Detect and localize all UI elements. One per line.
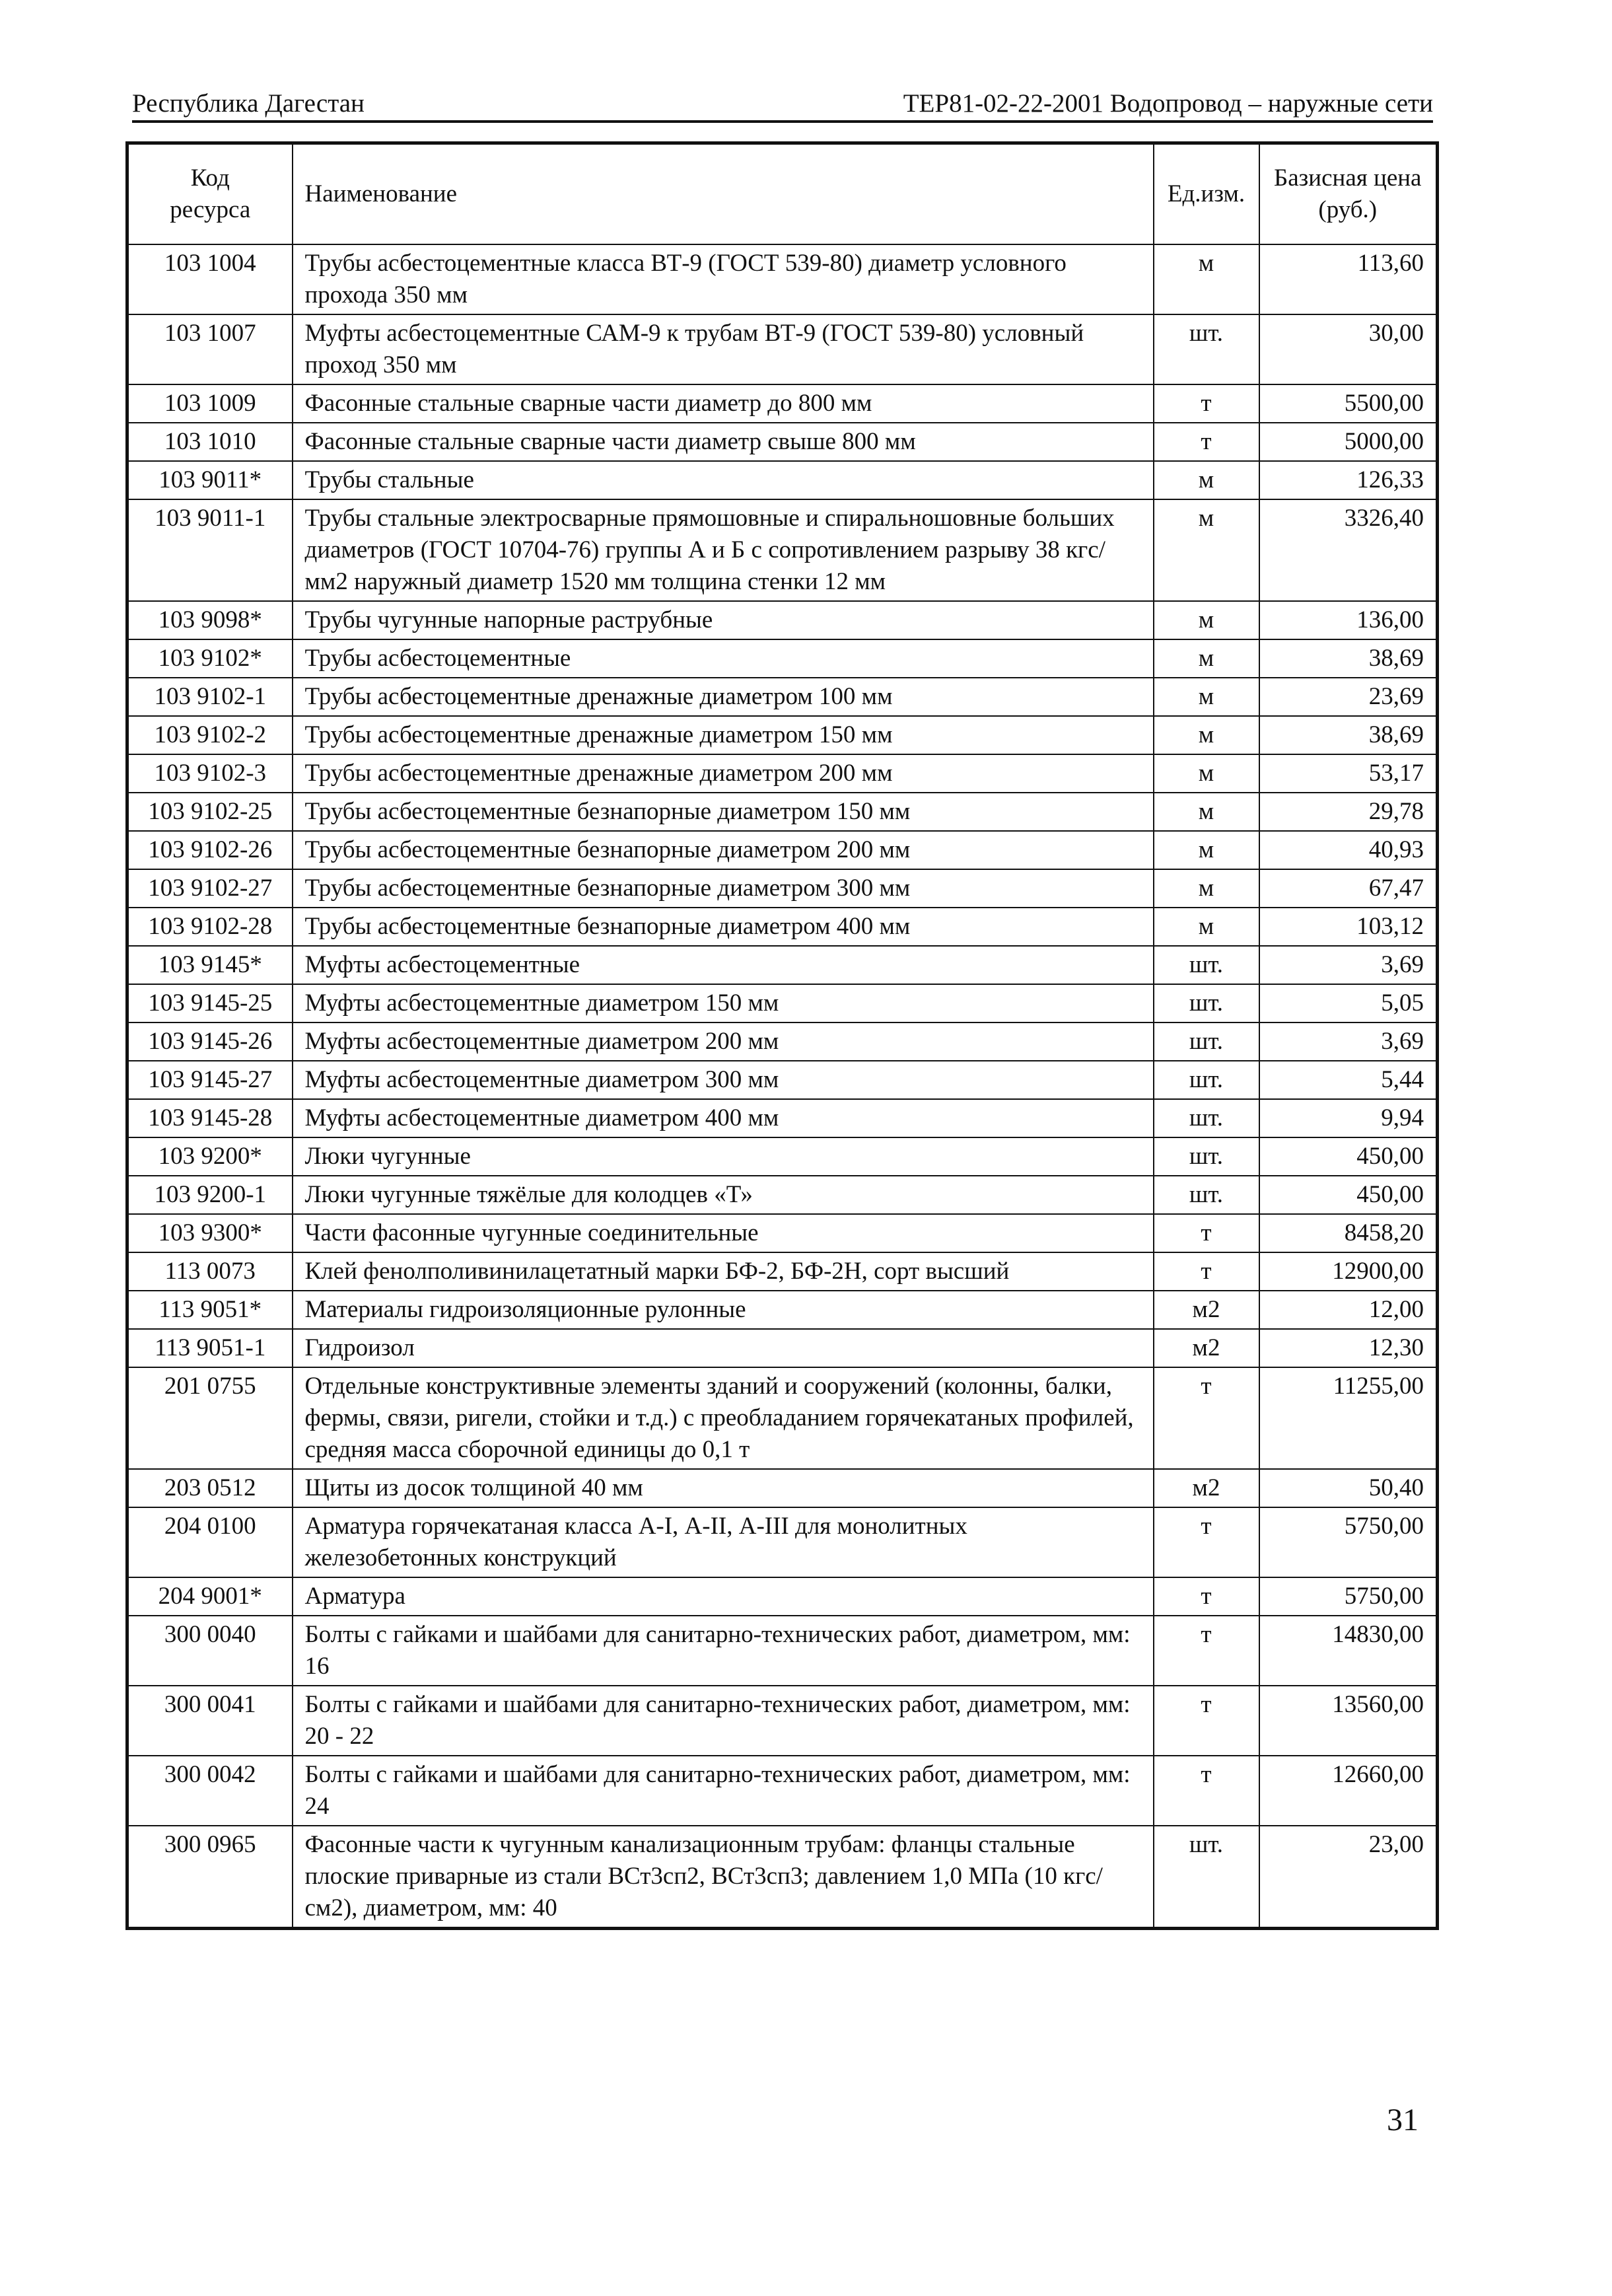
row-code: 103 9102* (127, 639, 293, 678)
row-unit: м (1154, 499, 1259, 601)
row-unit: т (1154, 1367, 1259, 1469)
row-code: 300 0042 (127, 1756, 293, 1826)
table-row (127, 908, 1438, 946)
row-code: 113 9051-1 (127, 1329, 293, 1367)
row-code: 103 9145* (127, 946, 293, 984)
table-row (127, 1022, 1438, 1061)
row-name: Фасонные стальные сварные части диаметр свыше 800 мм (293, 423, 1154, 461)
table-row (127, 1507, 1438, 1577)
row-name: Отдельные конструктивные элементы зданий и сооружений (колонны, балки, фермы, связи, ригели, стойки и т.д.) с преобладанием горячекатаных профилей, средняя масса сборочной единицы до 0,1 т (293, 1367, 1154, 1469)
row-unit: т (1154, 1507, 1259, 1577)
row-code: 204 9001* (127, 1577, 293, 1616)
row-name: Болты с гайками и шайбами для санитарно-технических работ, диаметром, мм: 20 - 22 (293, 1686, 1154, 1756)
table-row (127, 1291, 1438, 1329)
row-unit: шт. (1154, 1061, 1259, 1099)
row-unit: м (1154, 869, 1259, 908)
header-document-title: ТЕР81-02-22-2001 Водопровод – наружные сети (903, 89, 1433, 118)
column-header-code-line1: Код (190, 164, 230, 192)
row-unit: шт. (1154, 314, 1259, 384)
row-unit: т (1154, 1756, 1259, 1826)
row-code: 103 9200-1 (127, 1176, 293, 1214)
row-code: 103 1004 (127, 244, 293, 314)
row-price: 50,40 (1259, 1469, 1438, 1507)
row-code: 103 9102-1 (127, 678, 293, 716)
row-price: 38,69 (1259, 639, 1438, 678)
row-code: 103 9011-1 (127, 499, 293, 601)
row-code: 103 9102-25 (127, 793, 293, 831)
row-name: Клей фенолполивинилацетатный марки БФ-2, БФ-2Н, сорт высший (293, 1252, 1154, 1291)
table-row (127, 461, 1438, 499)
row-unit: т (1154, 1616, 1259, 1686)
table-row (127, 793, 1438, 831)
row-code: 103 9145-27 (127, 1061, 293, 1099)
table-row (127, 1099, 1438, 1137)
row-unit: шт. (1154, 1099, 1259, 1137)
row-price: 23,69 (1259, 678, 1438, 716)
row-name: Фасонные части к чугунным канализационным трубам: фланцы стальные плоские приварные из стали ВСт3сп2, ВСт3сп3; давлением 1,0 МПа (10 кгс/см2), диаметром, мм: 40 (293, 1826, 1154, 1929)
header-region: Республика Дагестан (132, 89, 365, 118)
row-price: 8458,20 (1259, 1214, 1438, 1252)
table-row (127, 499, 1438, 601)
table-row (127, 1252, 1438, 1291)
table-body (127, 244, 1438, 1929)
row-unit: т (1154, 1252, 1259, 1291)
table-header-row (127, 143, 1438, 245)
column-header-price-line2: (руб.) (1318, 196, 1378, 223)
row-unit: м (1154, 678, 1259, 716)
table-row (127, 1616, 1438, 1686)
row-name: Фасонные стальные сварные части диаметр до 800 мм (293, 384, 1154, 423)
row-price: 3326,40 (1259, 499, 1438, 601)
row-name: Трубы асбестоцементные безнапорные диаметром 200 мм (293, 831, 1154, 869)
row-name: Части фасонные чугунные соединительные (293, 1214, 1154, 1252)
table-row (127, 1214, 1438, 1252)
table-row (127, 869, 1438, 908)
row-name: Щиты из досок толщиной 40 мм (293, 1469, 1154, 1507)
row-code: 300 0965 (127, 1826, 293, 1929)
row-unit: т (1154, 423, 1259, 461)
table-row (127, 244, 1438, 314)
row-code: 300 0040 (127, 1616, 293, 1686)
table-row (127, 314, 1438, 384)
row-name: Материалы гидроизоляционные рулонные (293, 1291, 1154, 1329)
row-price: 5,05 (1259, 984, 1438, 1022)
header-rule (132, 120, 1433, 123)
row-unit: шт. (1154, 1826, 1259, 1929)
row-price: 14830,00 (1259, 1616, 1438, 1686)
row-unit: м (1154, 754, 1259, 793)
row-price: 450,00 (1259, 1176, 1438, 1214)
table-row (127, 1469, 1438, 1507)
row-name: Болты с гайками и шайбами для санитарно-технических работ, диаметром, мм: 24 (293, 1756, 1154, 1826)
row-price: 3,69 (1259, 1022, 1438, 1061)
row-price: 12,30 (1259, 1329, 1438, 1367)
row-code: 103 9102-27 (127, 869, 293, 908)
row-price: 38,69 (1259, 716, 1438, 754)
row-unit: м (1154, 793, 1259, 831)
row-unit: м (1154, 908, 1259, 946)
resource-price-table (125, 141, 1439, 1930)
row-unit: т (1154, 1686, 1259, 1756)
row-name: Трубы асбестоцементные безнапорные диаметром 400 мм (293, 908, 1154, 946)
table-row (127, 946, 1438, 984)
row-price: 5750,00 (1259, 1577, 1438, 1616)
table-row (127, 754, 1438, 793)
row-price: 3,69 (1259, 946, 1438, 984)
table-row (127, 1329, 1438, 1367)
column-header-unit: Ед.изм. (1154, 143, 1259, 245)
row-price: 23,00 (1259, 1826, 1438, 1929)
row-name: Трубы асбестоцементные безнапорные диаметром 150 мм (293, 793, 1154, 831)
row-name: Муфты асбестоцементные (293, 946, 1154, 984)
table-row (127, 1686, 1438, 1756)
row-unit: м2 (1154, 1329, 1259, 1367)
row-unit: шт. (1154, 1137, 1259, 1176)
row-unit: м2 (1154, 1469, 1259, 1507)
row-name: Муфты асбестоцементные диаметром 400 мм (293, 1099, 1154, 1137)
row-price: 13560,00 (1259, 1686, 1438, 1756)
row-name: Трубы асбестоцементные дренажные диаметром 100 мм (293, 678, 1154, 716)
table-row (127, 678, 1438, 716)
table-row (127, 1176, 1438, 1214)
row-code: 103 9102-3 (127, 754, 293, 793)
row-name: Люки чугунные (293, 1137, 1154, 1176)
row-unit: м (1154, 831, 1259, 869)
table-row (127, 716, 1438, 754)
row-name: Арматура горячекатаная класса А-I, А-II, А-III для монолитных железобетонных конструкций (293, 1507, 1154, 1577)
table-row (127, 384, 1438, 423)
row-code: 113 0073 (127, 1252, 293, 1291)
row-code: 203 0512 (127, 1469, 293, 1507)
row-price: 67,47 (1259, 869, 1438, 908)
table-row (127, 1826, 1438, 1929)
row-name: Трубы асбестоцементные дренажные диаметром 150 мм (293, 716, 1154, 754)
row-name: Трубы асбестоцементные класса ВТ-9 (ГОСТ 539-80) диаметр условного прохода 350 мм (293, 244, 1154, 314)
row-unit: шт. (1154, 1176, 1259, 1214)
row-code: 103 1007 (127, 314, 293, 384)
row-unit: м (1154, 244, 1259, 314)
row-code: 103 9102-2 (127, 716, 293, 754)
row-code: 103 9011* (127, 461, 293, 499)
row-price: 5000,00 (1259, 423, 1438, 461)
row-unit: шт. (1154, 946, 1259, 984)
row-code: 204 0100 (127, 1507, 293, 1577)
row-price: 5,44 (1259, 1061, 1438, 1099)
row-name: Арматура (293, 1577, 1154, 1616)
column-header-code (127, 143, 293, 245)
row-name: Трубы асбестоцементные дренажные диаметром 200 мм (293, 754, 1154, 793)
row-price: 12900,00 (1259, 1252, 1438, 1291)
row-code: 103 1010 (127, 423, 293, 461)
row-unit: шт. (1154, 984, 1259, 1022)
table-row (127, 639, 1438, 678)
row-price: 11255,00 (1259, 1367, 1438, 1469)
row-code: 103 9145-28 (127, 1099, 293, 1137)
table-row (127, 1137, 1438, 1176)
row-price: 12660,00 (1259, 1756, 1438, 1826)
row-name: Муфты асбестоцементные диаметром 200 мм (293, 1022, 1154, 1061)
table-row (127, 1367, 1438, 1469)
row-price: 450,00 (1259, 1137, 1438, 1176)
row-price: 126,33 (1259, 461, 1438, 499)
row-code: 201 0755 (127, 1367, 293, 1469)
row-price: 9,94 (1259, 1099, 1438, 1137)
row-unit: м (1154, 716, 1259, 754)
row-name: Люки чугунные тяжёлые для колодцев «Т» (293, 1176, 1154, 1214)
column-header-price-line1: Базисная цена (1274, 164, 1422, 192)
row-code: 103 9145-26 (127, 1022, 293, 1061)
row-price: 103,12 (1259, 908, 1438, 946)
row-name: Трубы стальные электросварные прямошовные и спиральношовные больших диаметров (ГОСТ 10704-76) группы А и Б с сопротивлением разрыву 38 кгс/мм2 наружный диаметр 1520 мм толщина стенки 12 мм (293, 499, 1154, 601)
table-row (127, 1577, 1438, 1616)
row-price: 136,00 (1259, 601, 1438, 639)
row-name: Муфты асбестоцементные САМ-9 к трубам ВТ-9 (ГОСТ 539-80) условный проход 350 мм (293, 314, 1154, 384)
row-name: Трубы стальные (293, 461, 1154, 499)
row-name: Муфты асбестоцементные диаметром 300 мм (293, 1061, 1154, 1099)
page-header (132, 83, 1433, 123)
row-code: 103 9300* (127, 1214, 293, 1252)
row-code: 103 9102-28 (127, 908, 293, 946)
row-price: 5500,00 (1259, 384, 1438, 423)
row-name: Трубы асбестоцементные безнапорные диаметром 300 мм (293, 869, 1154, 908)
row-unit: т (1154, 384, 1259, 423)
row-name: Трубы чугунные напорные раструбные (293, 601, 1154, 639)
row-unit: т (1154, 1577, 1259, 1616)
table-row (127, 423, 1438, 461)
row-name: Трубы асбестоцементные (293, 639, 1154, 678)
row-name: Гидроизол (293, 1329, 1154, 1367)
column-header-name: Наименование (293, 143, 1154, 245)
column-header-code-line2: ресурса (170, 196, 251, 223)
row-price: 53,17 (1259, 754, 1438, 793)
row-name: Болты с гайками и шайбами для санитарно-технических работ, диаметром, мм: 16 (293, 1616, 1154, 1686)
table-row (127, 601, 1438, 639)
table-row (127, 831, 1438, 869)
row-name: Муфты асбестоцементные диаметром 150 мм (293, 984, 1154, 1022)
row-unit: м (1154, 461, 1259, 499)
row-code: 103 9098* (127, 601, 293, 639)
row-price: 40,93 (1259, 831, 1438, 869)
row-unit: м (1154, 639, 1259, 678)
row-price: 12,00 (1259, 1291, 1438, 1329)
table-row (127, 1756, 1438, 1826)
row-price: 30,00 (1259, 314, 1438, 384)
row-unit: т (1154, 1214, 1259, 1252)
table-row (127, 1061, 1438, 1099)
row-unit: шт. (1154, 1022, 1259, 1061)
row-price: 5750,00 (1259, 1507, 1438, 1577)
column-header-price (1259, 143, 1438, 245)
row-code: 103 9145-25 (127, 984, 293, 1022)
row-unit: м2 (1154, 1291, 1259, 1329)
row-code: 103 9200* (127, 1137, 293, 1176)
row-code: 103 1009 (127, 384, 293, 423)
row-price: 29,78 (1259, 793, 1438, 831)
row-price: 113,60 (1259, 244, 1438, 314)
row-code: 113 9051* (127, 1291, 293, 1329)
table-row (127, 984, 1438, 1022)
row-unit: м (1154, 601, 1259, 639)
row-code: 300 0041 (127, 1686, 293, 1756)
page-number: 31 (1387, 2102, 1419, 2137)
row-code: 103 9102-26 (127, 831, 293, 869)
